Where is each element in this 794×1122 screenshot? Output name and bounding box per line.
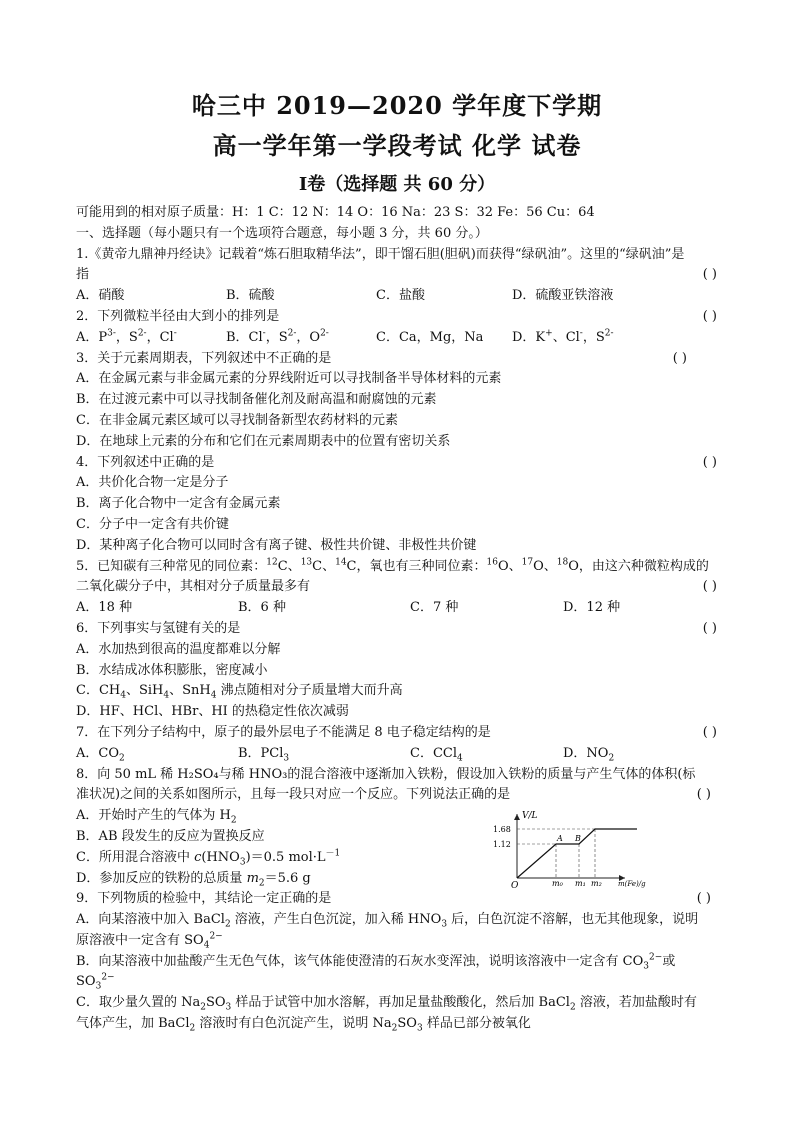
atomic-masses: 可能用到的相对原子质量：H：1 C：12 N：14 O：16 Na：23 S：32 Fe：56 Cu：64 <box>76 205 595 220</box>
q1-options <box>76 286 719 307</box>
x-tick-m0: m₀ <box>552 879 563 888</box>
q4-stem: 4．下列叙述中正确的是 ( ) <box>76 453 719 474</box>
q2-option-c: C．Ca，Mg，Na <box>376 329 484 345</box>
q4-option-b: B．离子化合物中一定含有金属元素 <box>76 496 281 512</box>
q1-stem-cont: 指 ( ) <box>76 265 719 286</box>
x-axis-label: m(Fe)/g <box>618 880 646 888</box>
q9-option-a: A．向某溶液中加入 BaCl$_2$ 溶液，产生白色沉淀，加入稀 $HNO_3$ 后，白色沉淀不溶解，也无其他现象，说明 <box>76 912 699 930</box>
q7-option-d: D．$NO_2$ <box>563 745 615 764</box>
q2-option-b: B．Cl-，$S^{2-}$，$O^{2-}$ <box>226 328 329 345</box>
q7-options <box>76 744 719 765</box>
q9-option-b-cont: $SO_3^{2-}$ <box>76 973 115 993</box>
q3-option-d: D．在地球上元素的分布和它们在元素周期表中的位置有密切关系 <box>76 433 451 449</box>
q8-option-b: B．AB 段发生的反应为置换反应 <box>76 828 265 844</box>
x-tick-m1: m₁ <box>575 879 586 888</box>
q8-option-d: D．参加反应的铁粉的总质量 $m_2=5.6$ g <box>76 870 311 889</box>
q5-option-c: C．7 种 <box>410 600 459 616</box>
q7-option-a: A．$CO_2$ <box>76 745 125 764</box>
q6-stem: 6．下列事实与氢键有关的是 ( ) <box>76 619 719 640</box>
q8-volume-graph <box>493 808 723 888</box>
y-axis-arrow <box>514 814 520 820</box>
q4-option-c: C．分子中一定含有共价键 <box>76 516 229 532</box>
q8-stem: 8．向 50 mL 稀 H₂SO₄与稀 HNO₃的混合溶液中逐渐加入铁粉，假设加入铁粉的质量与产生气体的体积(标 <box>76 766 696 782</box>
q2-option-a: A．$P^{3-}$，$S^{2-}$，Cl- <box>76 328 177 345</box>
answer-paren: ( ) <box>696 787 711 803</box>
q8-stem-cont: 准状况)之间的关系如图所示，且每一段只对应一个反应。下列说法正确的是 ( ) <box>76 785 719 806</box>
exam-body <box>76 203 719 1035</box>
q2-option-d: D．K+、Cl-，$S^{2-}$ <box>512 328 614 345</box>
q7-stem: 7．在下列分子结构中，原子的最外层电子不能满足 8 电子稳定结构的是 ( ) <box>76 723 719 744</box>
q5-stem: 5．已知碳有三种常见的同位素：$^{12}$C、$^{13}$C、$^{14}$C，氧也有三种同位素：$^{16}$O、$^{17}$O、$^{18}$O，由这六种微粒构成的 <box>76 557 709 574</box>
q6-option-d: D．HF、HCl、HBr、HI 的热稳定性依次减弱 <box>76 704 349 720</box>
q1-stem: 1.《黄帝九鼎神丹经诀》记载着“炼石胆取精华法”，即干馏石胆(胆矾)而获得“绿矾油”。这里的“绿矾油”是 <box>76 246 685 262</box>
q9-option-b: B．向某溶液中加盐酸产生无色气体，该气体能使澄清的石灰水变浑浊，说明该溶液中一定含有 $CO_3^{2-}$或 <box>76 952 676 972</box>
q5-options <box>76 598 719 619</box>
q9-option-c: C．取少量久置的 $Na_2SO_3$ 样品于试管中加水溶解，再加足量盐酸酸化，然后加 BaCl$_2$ 溶液，若加盐酸时有 <box>76 995 697 1013</box>
instruction: 一、选择题（每小题只有一个选项符合题意，每小题 3 分，共 60 分。） <box>76 225 488 241</box>
q6-option-a: A．水加热到很高的温度都难以分解 <box>76 641 281 657</box>
q4-option-a: A．共价化合物一定是分子 <box>76 475 229 491</box>
q3-option-b: B．在过渡元素中可以寻找制备催化剂及耐高温和耐腐蚀的元素 <box>76 392 437 408</box>
answer-paren: ( ) <box>702 308 717 324</box>
answer-paren: ( ) <box>702 267 717 283</box>
q4-option-d: D．某种离子化合物可以同时含有离子键、极性共价键、非极性共价键 <box>76 537 477 553</box>
q5-option-d: D．12 种 <box>563 600 621 616</box>
y-axis-label: V/L <box>522 811 538 821</box>
answer-paren: ( ) <box>702 620 717 636</box>
exam-title-line2: 高一学年第一学段考试 化学 试卷 <box>212 131 582 160</box>
answer-paren: ( ) <box>702 579 717 595</box>
q7-option-c: C．CCl$_4$ <box>410 745 463 764</box>
y-tick-1.12: 1.12 <box>493 840 511 849</box>
q1-option-a: A．硝酸 <box>76 288 125 304</box>
q8-option-c: C．所用混合溶液中 $c(HNO_3)=0.5$ $mol\cdot L^{-1}$ <box>76 848 341 868</box>
q8-option-a: A．开始时产生的气体为 $H_2$ <box>76 808 237 826</box>
q1-option-c: C．盐酸 <box>376 288 425 304</box>
q1-option-b: B．硫酸 <box>226 288 275 304</box>
q5-option-b: B．6 种 <box>238 600 286 616</box>
q5-stem-cont: 二氧化碳分子中，其相对分子质量最多有 ( ) <box>76 577 719 598</box>
point-b-label: B <box>575 834 581 843</box>
q2-options <box>76 328 719 349</box>
answer-paren: ( ) <box>672 350 687 366</box>
q9-option-c-cont: 气体产生，加 BaCl$_2$ 溶液时有白色沉淀产生，说明 $Na_2SO_3$ 样品已部分被氧化 <box>76 1016 531 1034</box>
q3-stem: 3．关于元素周期表，下列叙述中不正确的是 ( ) <box>76 349 719 370</box>
q3-option-a: A．在金属元素与非金属元素的分界线附近可以寻找制备半导体材料的元素 <box>76 371 502 387</box>
q6-option-b: B．水结成冰体积膨胀，密度减小 <box>76 662 268 678</box>
section-heading: Ⅰ卷（选择题 共 60 分） <box>298 174 496 195</box>
q6-option-c: C．$CH_4$、SiH$_4$、SnH$_4$ 沸点随相对分子质量增大而升高 <box>76 683 403 701</box>
origin-label: O <box>511 881 519 888</box>
q9-option-a-cont: 原溶液中一定含有 $SO_4^{2-}$ <box>76 931 223 951</box>
q1-option-d: D．硫酸亚铁溶液 <box>512 288 614 304</box>
q3-option-c: C．在非金属元素区域可以寻找制备新型农药材料的元素 <box>76 412 398 428</box>
answer-paren: ( ) <box>702 724 717 740</box>
q9-stem: 9．下列物质的检验中，其结论一定正确的是 ( ) <box>76 889 719 910</box>
q5-option-a: A．18 种 <box>76 600 133 616</box>
answer-paren: ( ) <box>702 454 717 470</box>
x-tick-m2: m₂ <box>591 879 602 888</box>
point-a-label: A <box>557 834 563 843</box>
exam-title-line1: 哈三中 2019—2020 学年度下学期 <box>191 91 603 120</box>
y-tick-1.68: 1.68 <box>493 825 511 834</box>
q2-stem: 2．下列微粒半径由大到小的排列是 ( ) <box>76 307 719 328</box>
q7-option-b: B．PCl$_3$ <box>238 745 290 764</box>
answer-paren: ( ) <box>696 891 711 907</box>
